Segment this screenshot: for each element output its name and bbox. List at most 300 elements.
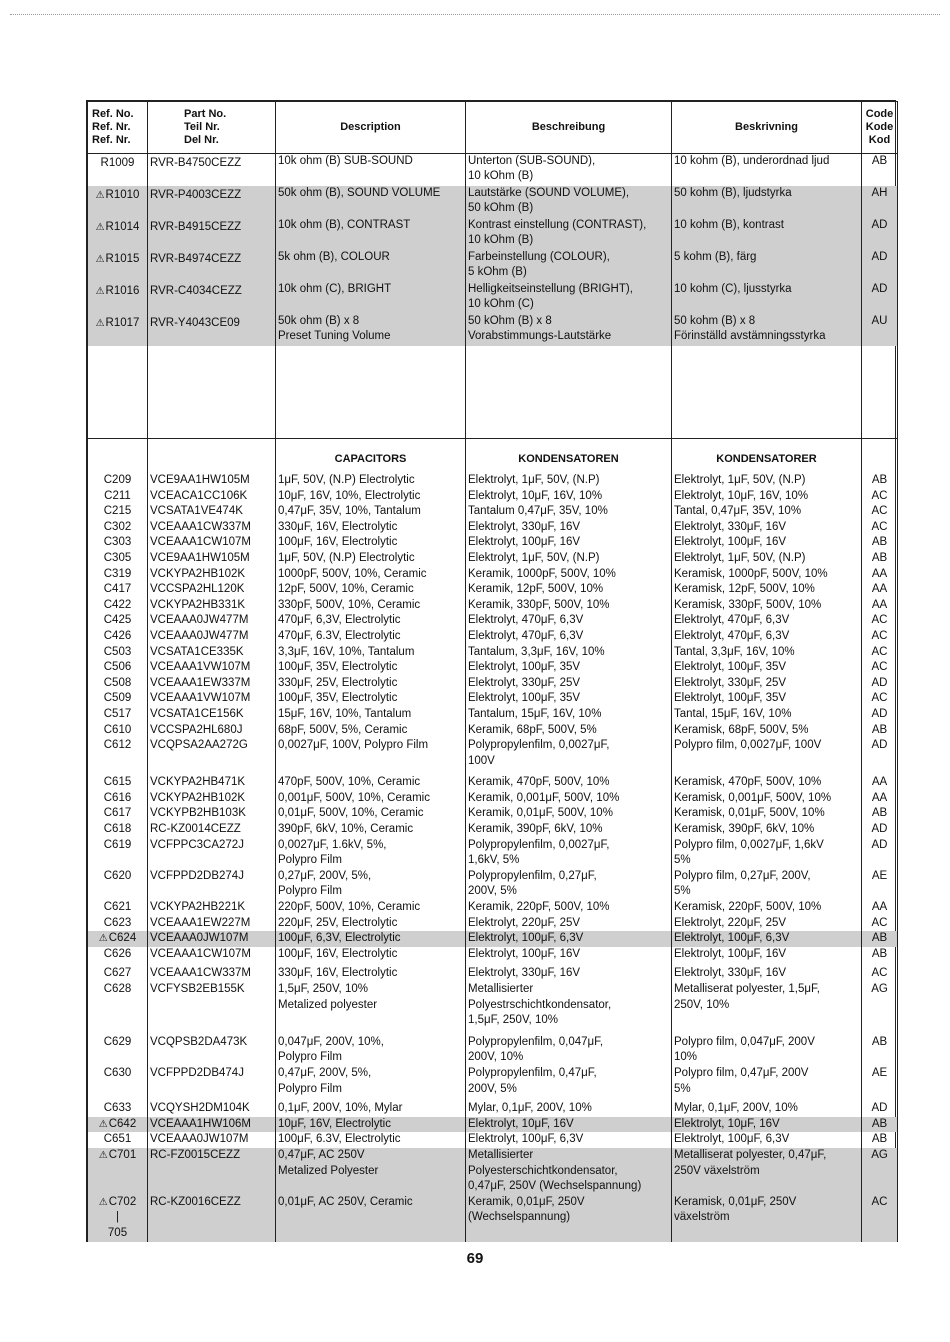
description-cell [276,676,466,692]
beschreibung-cell-line: 50 kOhm (B) x 8 [468,315,552,327]
safety-warning-icon: ⚠ [95,254,105,265]
part-number: RC-KZ0014CEZZ [148,822,276,838]
beskrivning-cell-line: Polypro film, 0,47μF, 200V [674,1066,809,1079]
ref-cell [88,582,148,598]
part-number: VCKYPA2HB102K [148,791,276,807]
beskrivning-cell-line: Keramisk, 0,01μF, 250V [674,1195,797,1208]
description-cell [276,282,466,314]
ref-cell [88,1117,148,1133]
beskrivning-cell [672,1097,862,1117]
beschreibung-cell-line: Metallisierter [468,983,534,995]
beskrivning-cell-line: Elektrolyt, 1μF, 50V, (N.P) [674,474,806,486]
code-cell: AA [862,567,898,583]
beschreibung-cell [466,314,672,346]
ref-cell [88,551,148,567]
beskrivning-cell [672,869,862,900]
beschreibung-cell-line: 200V, 10% [468,1051,524,1064]
beskrivning-cell [672,1029,862,1066]
code-cell: AD [862,822,898,838]
beschreibung-cell [466,769,672,791]
safety-warning-icon: ⚠ [95,190,105,201]
ref-cell [88,660,148,676]
ref-number: C209 [103,474,132,486]
description-cell-line: 100μF, 35V, Electrolytic [278,661,398,674]
table-row [88,1117,898,1133]
ref-number: C701 [108,1148,137,1161]
beschreibung-cell-line: Keramik, 470pF, 500V, 10% [468,776,610,789]
description-cell-line: 330μF, 16V, Electrolytic [278,967,398,980]
ref-cell [88,1148,148,1195]
header-part: Part No. Teil Nr. Del Nr. [148,102,276,154]
beschreibung-cell-line: Polyestrschichtkondensator, [468,998,612,1011]
beschreibung-cell-line: 1,5μF, 250V, 10% [468,1014,558,1027]
ref-number: C620 [103,869,132,882]
description-cell-line: 100μF, 6,3V, Electrolytic [278,932,401,945]
beschreibung-cell-line: Keramik, 0,001μF, 500V, 10% [468,791,620,804]
table-row [88,1195,898,1242]
safety-warning-icon: ⚠ [98,933,108,945]
code-cell: AB [862,723,898,739]
part-number: VCEAAA1EW227M [148,916,276,932]
beschreibung-cell [466,582,672,598]
ref-cell [88,1029,148,1066]
description-cell-line: 0,047μF, 200V, 10%, [278,1035,384,1048]
table-row [88,282,898,314]
ref-number: C617 [103,807,132,820]
ref-cell [88,250,148,282]
beschreibung-cell [466,1117,672,1133]
empty-cell [276,346,466,439]
beschreibung-cell-line: Elektrolyt, 100μF, 16V [468,536,581,549]
table-row [88,738,898,769]
part-number: VCKYPA2HB471K [148,769,276,791]
table-row [88,869,898,900]
ref-number: C215 [103,505,132,518]
table-row [88,582,898,598]
beschreibung-cell [466,806,672,822]
beschreibung-cell [466,738,672,769]
description-cell-line: 330μF, 25V, Electrolytic [278,676,398,689]
beskrivning-cell-line: 10 kohm (B), kontrast [674,219,784,231]
beschreibung-cell-line: 100V [468,754,495,767]
description-cell [276,629,466,645]
part-number: RVR-Y4043CE09 [148,314,276,346]
beschreibung-cell [466,982,672,1029]
ref-cell [88,822,148,838]
beskrivning-cell-line: Keramisk, 12pF, 500V, 10% [674,583,815,596]
beskrivning-cell-line: Elektrolyt, 100μF, 35V [674,692,787,705]
description-cell [276,469,466,489]
beskrivning-cell [672,520,862,536]
ref-cell [88,738,148,769]
beskrivning-cell [672,962,862,982]
beschreibung-cell-line: Elektrolyt, 100μF, 6,3V [468,932,584,945]
description-cell-line: 50k ohm (B) x 8 [278,315,360,327]
table-row [88,1029,898,1066]
beskrivning-cell-line: Elektrolyt, 100μF, 6,3V [674,932,790,945]
code-cell: AB [862,806,898,822]
header-ref: Ref. No. Ref. Nr. Ref. Nr. [88,102,148,154]
ref-number: R1015 [105,253,140,265]
beskrivning-cell-line: Elektrolyt, 220μF, 25V [674,916,787,929]
safety-warning-icon: ⚠ [98,1118,108,1130]
table-row [88,1132,898,1148]
description-cell [276,806,466,822]
part-number: RVR-B4974CEZZ [148,250,276,282]
beskrivning-cell [672,838,862,869]
table-row [88,489,898,505]
description-cell-line: Metalized polyester [278,998,378,1011]
part-number: VCKYPA2HB102K [148,567,276,583]
description-cell [276,947,466,963]
description-cell [276,838,466,869]
description-cell [276,567,466,583]
kondensatoren-heading: KONDENSATOREN [466,439,672,470]
part-number: VCQYSH2DM104K [148,1097,276,1117]
description-cell-line: 3,3μF, 16V, 10%, Tantalum [278,645,415,658]
beskrivning-cell-line: Keramisk, 470pF, 500V, 10% [674,776,822,789]
description-cell-line: 470μF, 6.3V, Electrolytic [278,629,401,642]
beschreibung-cell [466,551,672,567]
description-cell-line: 50k ohm (B), SOUND VOLUME [278,187,441,199]
beschreibung-cell-line: Mylar, 0,1μF, 200V, 10% [468,1102,592,1115]
ref-number: C615 [103,776,132,789]
ref-number: C623 [103,916,132,929]
beskrivning-cell [672,691,862,707]
table-row [88,154,898,187]
beschreibung-cell [466,186,672,218]
part-number: VCSATA1CE335K [148,645,276,661]
part-number: VCEAAA1CW107M [148,535,276,551]
code-cell: AU [862,314,898,346]
code-cell: AA [862,582,898,598]
beschreibung-cell [466,660,672,676]
beschreibung-cell-line: Keramik, 0,01μF, 500V, 10% [468,807,613,820]
code-cell: AA [862,900,898,916]
ref-cell [88,723,148,739]
table-row [88,629,898,645]
header-description: Description [276,102,466,154]
beschreibung-cell-line: Elektrolyt, 470μF, 6,3V [468,614,584,627]
table-row [88,520,898,536]
ref-cell [88,791,148,807]
part-number: VCSATA1VE474K [148,504,276,520]
header-beskrivning: Beskrivning [672,102,862,154]
code-cell: AB [862,947,898,963]
part-number: VCEAAA1EW337M [148,676,276,692]
beskrivning-cell [672,613,862,629]
table-row [88,806,898,822]
ref-number: C619 [103,838,132,851]
ref-number: C621 [103,901,132,914]
part-number: RVR-C4034CEZZ [148,282,276,314]
beskrivning-cell-line: Polypro film, 0,27μF, 200V, [674,869,811,882]
parts-table [87,101,898,1242]
part-number: VCE9AA1HW105M [148,469,276,489]
empty-cell [672,346,862,439]
ref-number: C618 [103,823,132,836]
ref-cell [88,707,148,723]
description-cell [276,613,466,629]
beschreibung-cell-line: Polypropylenfilm, 0,27μF, [468,869,597,882]
description-cell [276,489,466,505]
ref-number: C508 [103,676,132,689]
beskrivning-cell-line: Tantal, 15μF, 16V, 10% [674,707,792,720]
table-row [88,250,898,282]
beschreibung-cell [466,1132,672,1148]
beschreibung-cell [466,1148,672,1195]
beskrivning-cell-line: Tantal, 3,3μF, 16V, 10% [674,645,795,658]
code-cell: AC [862,489,898,505]
ref-number: C319 [103,567,132,580]
beskrivning-cell-line: Keramisk, 0,001μF, 500V, 10% [674,791,832,804]
ref-number: C651 [103,1133,132,1146]
code-cell: AB [862,931,898,947]
table-row [88,504,898,520]
ref-cell [88,1195,148,1242]
beschreibung-cell [466,691,672,707]
beskrivning-cell-line: 5% [674,1082,691,1095]
part-number: VCEAAA1CW337M [148,962,276,982]
beschreibung-cell-line: 10 kOhm (C) [468,298,534,310]
description-cell [276,520,466,536]
beschreibung-cell-line: Elektrolyt, 330μF, 16V [468,967,581,980]
capacitors-heading: CAPACITORS [276,439,466,470]
ref-cell [88,535,148,551]
part-number: VCFPPD2DB474J [148,1066,276,1097]
beschreibung-cell-line: Metallisierter [468,1148,534,1161]
beskrivning-cell [672,791,862,807]
beskrivning-cell-line: 10% [674,1051,698,1064]
description-cell-line: 0,1μF, 200V, 10%, Mylar [278,1102,403,1115]
code-cell: AC [862,916,898,932]
ref-cell [88,314,148,346]
part-number: RC-KZ0016CEZZ [148,1195,276,1242]
beschreibung-cell [466,469,672,489]
code-cell: AC [862,520,898,536]
code-cell: AB [862,1029,898,1066]
code-cell: AC [862,1195,898,1242]
beskrivning-cell [672,660,862,676]
table-row [88,314,898,346]
table-row [88,613,898,629]
code-cell: AC [862,691,898,707]
table-row [88,218,898,250]
beskrivning-cell [672,186,862,218]
description-cell [276,791,466,807]
description-cell-line: 220pF, 500V, 10%, Ceramic [278,901,421,914]
description-cell [276,1117,466,1133]
description-cell [276,582,466,598]
beskrivning-cell [672,822,862,838]
beskrivning-cell [672,154,862,187]
description-cell-line: 0,47μF, AC 250V [278,1148,365,1161]
beskrivning-cell [672,504,862,520]
beschreibung-cell-line: Elektrolyt, 10μF, 16V, 10% [468,489,603,502]
ref-cell [88,504,148,520]
beschreibung-cell [466,838,672,869]
beschreibung-cell-line: Elektrolyt, 100μF, 6,3V [468,1133,584,1146]
description-cell [276,250,466,282]
beschreibung-cell [466,900,672,916]
beschreibung-cell-line: Keramik, 220pF, 500V, 10% [468,901,610,914]
description-cell-line: 10k ohm (C), BRIGHT [278,283,392,295]
description-cell [276,869,466,900]
beschreibung-cell-line: Lautstärke (SOUND VOLUME), [468,187,630,199]
table-row [88,660,898,676]
code-cell: AB [862,1117,898,1133]
ref-number: C425 [103,614,132,627]
description-cell-line: 100μF, 16V, Electrolytic [278,536,398,549]
beschreibung-cell [466,676,672,692]
ref-cell [88,645,148,661]
beskrivning-cell [672,916,862,932]
description-cell [276,723,466,739]
ref-number: C211 [104,489,131,502]
description-cell [276,660,466,676]
beschreibung-cell-line: Elektrolyt, 10μF, 16V [468,1117,574,1130]
ref-cell [88,598,148,614]
ref-number: R1014 [105,221,140,233]
table-row [88,916,898,932]
resistor-section [88,154,898,439]
kondensatorer-heading: KONDENSATORER [672,439,862,470]
beschreibung-cell-line: Keramik, 330pF, 500V, 10% [468,598,610,611]
beschreibung-cell [466,869,672,900]
beskrivning-cell [672,314,862,346]
beschreibung-cell-line: Polypropylenfilm, 0,047μF, [468,1035,604,1048]
beskrivning-cell-line: 250V, 10% [674,998,730,1011]
description-cell-line: 1000pF, 500V, 10%, Ceramic [278,567,427,580]
code-cell: AG [862,982,898,1029]
capacitor-section-header [88,439,898,470]
beschreibung-cell-line: Tantalum, 15μF, 16V, 10% [468,707,602,720]
description-cell-line: 330μF, 16V, Electrolytic [278,520,398,533]
ref-cell [88,869,148,900]
beskrivning-cell-line: 50 kohm (B) x 8 [674,315,756,327]
beskrivning-cell [672,645,862,661]
code-cell: AD [862,250,898,282]
beskrivning-cell-line: Elektrolyt, 470μF, 6,3V [674,629,790,642]
beskrivning-cell-line: Elektrolyt, 470μF, 6,3V [674,614,790,627]
description-cell [276,916,466,932]
description-cell-line: 10k ohm (B) SUB-SOUND [278,155,413,167]
table-row [88,822,898,838]
beskrivning-cell [672,676,862,692]
beskrivning-cell-line: 250V växelström [674,1164,760,1177]
beschreibung-cell [466,535,672,551]
ref-number: R1017 [105,317,140,329]
ref-number: C303 [103,536,132,549]
beschreibung-cell-line: Elektrolyt, 220μF, 25V [468,916,581,929]
description-cell [276,1029,466,1066]
part-number: VCQPSB2DA473K [148,1029,276,1066]
part-number: VCEAAA1HW106M [148,1117,276,1133]
description-cell-line: 0,47μF, 200V, 5%, [278,1066,372,1079]
ref-cell [88,916,148,932]
beschreibung-cell-line: Keramik, 0,01μF, 250V [468,1195,585,1208]
beskrivning-cell [672,982,862,1029]
beschreibung-cell [466,931,672,947]
description-cell [276,769,466,791]
beschreibung-cell-line: Elektrolyt, 1μF, 50V, (N.P) [468,551,600,564]
beskrivning-cell [672,900,862,916]
code-cell: AC [862,504,898,520]
description-cell [276,218,466,250]
beskrivning-cell-line: Elektrolyt, 100μF, 16V [674,536,787,549]
header-code: Code Kode Kod [862,102,898,154]
beskrivning-cell [672,1148,862,1195]
beskrivning-cell [672,769,862,791]
beschreibung-cell-line: Elektrolyt, 470μF, 6,3V [468,629,584,642]
beschreibung-cell [466,154,672,187]
ref-cell [88,186,148,218]
description-cell [276,738,466,769]
beskrivning-cell [672,1195,862,1242]
code-cell: AD [862,218,898,250]
beschreibung-cell [466,1097,672,1117]
ref-number: C624 [108,932,137,945]
description-cell-line: 12pF, 500V, 10%, Ceramic [278,583,414,596]
description-cell [276,154,466,187]
beschreibung-cell-line: (Wechselspannung) [468,1211,571,1224]
table-row [88,707,898,723]
header-beschreibung: Beschreibung [466,102,672,154]
part-number: VCEAAA1CW107M [148,947,276,963]
ref-cell [88,691,148,707]
beskrivning-cell-line: Förinställd avstämningsstyrka [674,330,826,342]
table-row [88,1097,898,1117]
code-cell: AB [862,551,898,567]
beskrivning-cell [672,489,862,505]
ref-number: C422 [103,598,132,611]
beschreibung-cell-line: Keramik, 12pF, 500V, 10% [468,583,604,596]
description-cell-line: 1μF, 50V, (N.P) Electrolytic [278,551,415,564]
beschreibung-cell-line: Keramik, 390pF, 6kV, 10% [468,823,603,836]
code-cell: AC [862,613,898,629]
part-number: RVR-P4003CEZZ [148,186,276,218]
beschreibung-cell-line: Kontrast einstellung (CONTRAST), [468,219,647,231]
beschreibung-cell [466,822,672,838]
beschreibung-cell-line: Keramik, 68pF, 500V, 5% [468,723,597,736]
code-cell: AB [862,535,898,551]
beskrivning-cell-line: växelström [674,1211,730,1224]
ref-number: C616 [103,791,132,804]
part-number: RC-FZ0015CEZZ [148,1148,276,1195]
safety-warning-icon: ⚠ [95,318,105,329]
ref-cell [88,469,148,489]
ref-cell [88,520,148,536]
description-cell-line: 68pF, 500V, 5%, Ceramic [278,723,408,736]
description-cell-line: 1μF, 50V, (N.P) Electrolytic [278,474,415,486]
beskrivning-cell [672,629,862,645]
beskrivning-cell [672,551,862,567]
code-cell: AB [862,154,898,187]
description-cell [276,707,466,723]
ref-number: C642 [108,1117,137,1130]
part-number: VCKYPB2HB103K [148,806,276,822]
description-cell [276,314,466,346]
ref-cell [88,806,148,822]
table-row [88,567,898,583]
scan-edge-mark [10,14,940,19]
ref-cell [88,489,148,505]
beschreibung-cell-line: 0,47μF, 250V (Wechselspannung) [468,1180,642,1193]
part-number: VCEAAA0JW107M [148,931,276,947]
part-number: VCE9AA1HW105M [148,551,276,567]
ref-number: C702 [108,1195,137,1208]
description-cell [276,598,466,614]
